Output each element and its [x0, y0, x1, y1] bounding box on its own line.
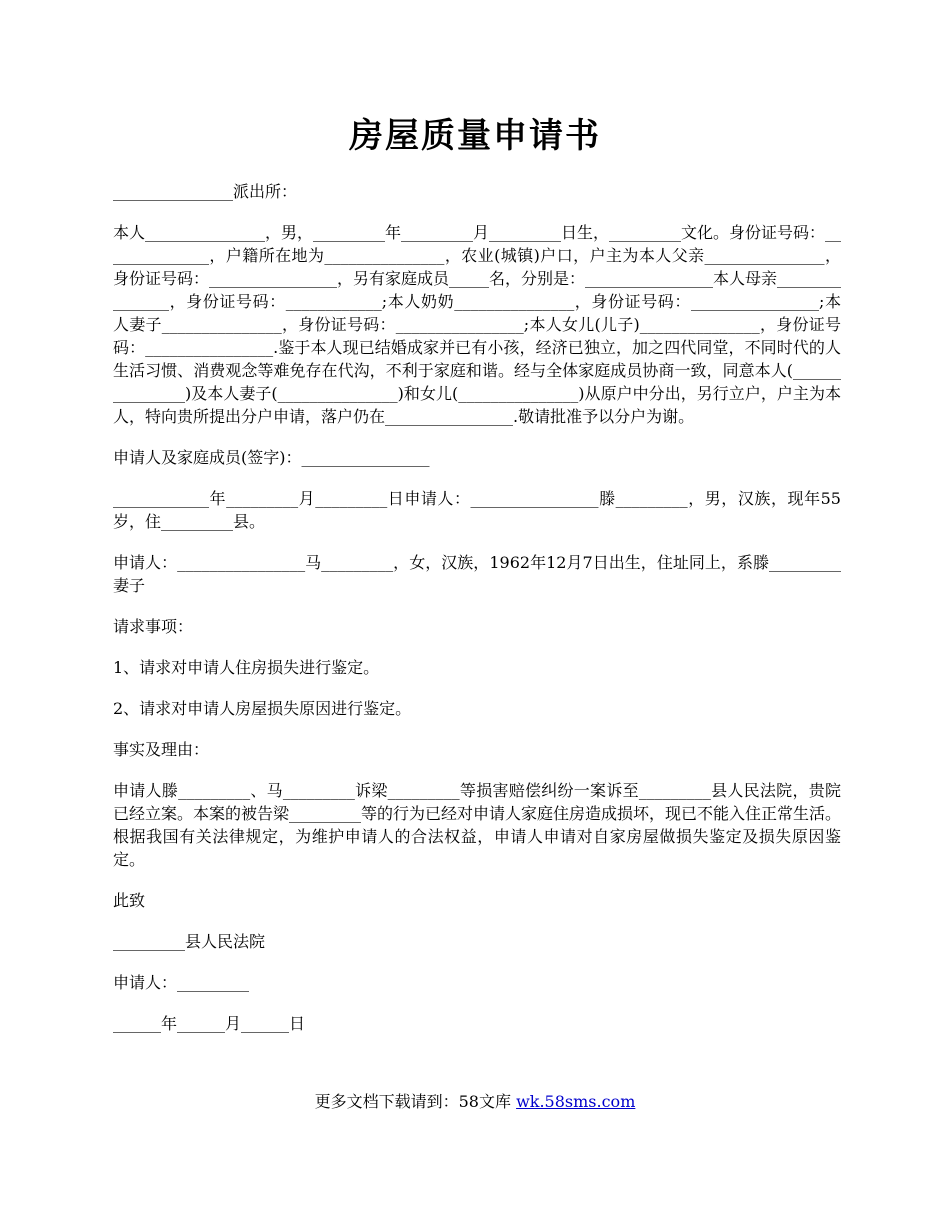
applicant-info-paragraph: 本人_______________，男，_________年_________月_________日生，_________文化。身份证号码：______________，户籍所在地为_______________，农业(城镇)户口，户主为本人父亲_______________，身份证号码：________________，另有家庭成员_____名，分别是：________________本人母亲_______________，身份证号码：____________;本人奶奶_______________，身份证号码：________________;本人妻子_______________，身份证号码：________________;本人女儿(儿子)_______________，身份证号码：________________.鉴于本人现已结婚成家并已有小孩，经济已独立，加之四代同堂，不同时代的人生活习惯、消费观念等难免存在代沟，不利于家庭和谐。经与全体家庭成员协商一致，同意本人(_______________)及本人妻子(_______________)和女儿(_______________)从原户中分出，另行立户，户主为本人，特向贵所提出分户申请，落户仍在________________.敬请批准予以分户为谢。 — [113, 223, 842, 426]
applicant-two-paragraph: 申请人：________________马_________，女，汉族，1962年12月7日出生，住址同上，系滕_________妻子 — [113, 553, 841, 595]
applicant-sign-line: 申请人：_________ — [113, 973, 250, 992]
request-item-1: 1、请求对申请人住房损失进行鉴定。 — [113, 658, 380, 677]
applicant-one-paragraph: ____________年_________月_________日申请人：________________滕_________，男，汉族，现年55岁，住_________县。 — [113, 489, 841, 531]
signature-line: 申请人及家庭成员(签字)：________________ — [113, 448, 430, 467]
request-item-2: 2、请求对申请人房屋损失原因进行鉴定。 — [113, 699, 412, 718]
facts-heading: 事实及理由： — [113, 740, 210, 759]
facts-paragraph: 申请人滕_________、马_________诉梁_________等损害赔偿纠纷一案诉至_________县人民法院，贵院已经立案。本案的被告梁_________等的行为已经对申请人家庭住房造成损坏，现已不能入住正常生活。根据我国有关法律规定，为维护申请人的合法权益，申请人申请对自家房屋做损失鉴定及损失原因鉴定。 — [113, 781, 842, 869]
document-title: 房屋质量申请书 — [349, 116, 601, 156]
salutation-line: 此致 — [113, 891, 146, 910]
document-body — [113, 180, 841, 1053]
addressee-line: _______________派出所： — [113, 182, 298, 201]
date-line: ______年______月______日 — [113, 1014, 306, 1033]
court-line: _________县人民法院 — [113, 932, 266, 951]
requests-heading: 请求事项： — [113, 617, 194, 636]
footer-link[interactable]: wk.58sms.com — [516, 1092, 636, 1111]
footer-prefix: 更多文档下载请到：58文库 — [314, 1092, 517, 1111]
download-footer — [0, 1090, 950, 1114]
